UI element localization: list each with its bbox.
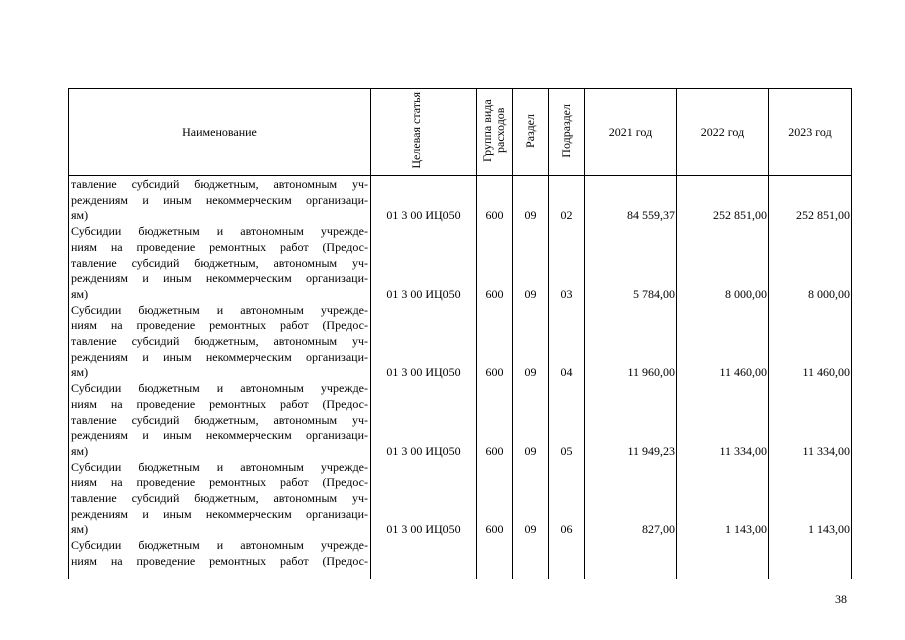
name-line: ям) [71, 443, 89, 458]
name-line: тавление субсидий бюджетным, автономным уч- [71, 334, 368, 349]
header-target: Целевая статья [371, 89, 477, 176]
table-body-row [69, 176, 852, 580]
cell-y2023: 8 000,00 [808, 286, 850, 301]
cell-subsection: 05 [560, 443, 573, 458]
cell-y2021: 827,00 [642, 522, 675, 537]
name-line: тавление субсидий бюджетным, автономным уч- [71, 412, 368, 427]
cell-target: 01 3 00 ИЦ050 [386, 443, 461, 458]
name-line: ниям на проведение ремонтных работ (Предос- [71, 318, 368, 333]
budget-table [68, 88, 852, 579]
cell-y2023: 11 334,00 [802, 443, 850, 458]
cell-target: 01 3 00 ИЦ050 [386, 365, 461, 380]
name-line: ям) [71, 522, 89, 537]
cell-y2023: 1 143,00 [808, 522, 850, 537]
header-section: Раздел [513, 89, 549, 176]
header-2023: 2023 год [769, 89, 852, 176]
header-subsection: Подраздел [549, 89, 585, 176]
y2021-column [585, 176, 677, 580]
name-line: тавление субсидий бюджетным, автономным уч- [71, 255, 368, 270]
page-number: 38 [835, 592, 847, 606]
cell-y2022: 8 000,00 [725, 286, 767, 301]
name-line: реждениям и иным некоммерческим организаци- [71, 506, 368, 521]
name-line: ниям на проведение ремонтных работ (Предос- [71, 396, 368, 411]
cell-group: 600 [485, 522, 504, 537]
header-name: Наименование [69, 89, 371, 176]
cell-section: 09 [524, 522, 537, 537]
cell-subsection: 06 [560, 522, 573, 537]
name-line: Субсидии бюджетным и автономным учрежде- [71, 538, 368, 553]
cell-target: 01 3 00 ИЦ050 [386, 286, 461, 301]
cell-target: 01 3 00 ИЦ050 [386, 208, 461, 223]
y2022-column [677, 176, 769, 580]
cell-subsection: 02 [560, 208, 573, 223]
cell-y2021: 11 949,23 [627, 443, 675, 458]
cell-y2023: 252 851,00 [796, 208, 850, 223]
name-line: Субсидии бюджетным и автономным учрежде- [71, 459, 368, 474]
target-column [371, 176, 477, 580]
y2023-column [769, 176, 852, 580]
cell-y2021: 84 559,37 [627, 208, 675, 223]
name-line: ниям на проведение ремонтных работ (Предос- [71, 475, 368, 490]
cell-group: 600 [485, 208, 504, 223]
group-column [477, 176, 513, 580]
cell-y2023: 11 460,00 [802, 365, 850, 380]
cell-y2022: 11 460,00 [719, 365, 767, 380]
header-2021: 2021 год [585, 89, 677, 176]
cell-target: 01 3 00 ИЦ050 [386, 522, 461, 537]
name-line: Субсидии бюджетным и автономным учрежде- [71, 381, 368, 396]
cell-y2022: 252 851,00 [713, 208, 767, 223]
name-line: ям) [71, 208, 89, 223]
name-line: ниям на проведение ремонтных работ (Предос- [71, 553, 368, 568]
name-line: Субсидии бюджетным и автономным учрежде- [71, 302, 368, 317]
header-group: Группа вида расходов [477, 89, 513, 176]
name-line: реждениям и иным некоммерческим организаци- [71, 428, 368, 443]
cell-y2022: 1 143,00 [725, 522, 767, 537]
name-line: ям) [71, 365, 89, 380]
name-line: тавление субсидий бюджетным, автономным уч- [71, 491, 368, 506]
name-line: реждениям и иным некоммерческим организаци- [71, 271, 368, 286]
name-cell [69, 176, 371, 580]
cell-section: 09 [524, 365, 537, 380]
name-line: реждениям и иным некоммерческим организаци- [71, 349, 368, 364]
header-2022: 2022 год [677, 89, 769, 176]
cell-y2021: 5 784,00 [633, 286, 675, 301]
cell-group: 600 [485, 365, 504, 380]
section-column [513, 176, 549, 580]
name-line: ям) [71, 286, 89, 301]
cell-group: 600 [485, 286, 504, 301]
name-line: ниям на проведение ремонтных работ (Предос- [71, 239, 368, 254]
table-header-row [69, 89, 852, 176]
cell-y2022: 11 334,00 [719, 443, 767, 458]
subsection-column [549, 176, 585, 580]
name-line: реждениям и иным некоммерческим организаци- [71, 192, 368, 207]
name-line: тавление субсидий бюджетным, автономным уч- [71, 177, 368, 191]
name-line: Субсидии бюджетным и автономным учрежде- [71, 224, 368, 239]
cell-subsection: 04 [560, 365, 573, 380]
cell-section: 09 [524, 443, 537, 458]
cell-section: 09 [524, 286, 537, 301]
cell-group: 600 [485, 443, 504, 458]
cell-section: 09 [524, 208, 537, 223]
cell-subsection: 03 [560, 286, 573, 301]
name-text [71, 177, 368, 570]
cell-y2021: 11 960,00 [627, 365, 675, 380]
